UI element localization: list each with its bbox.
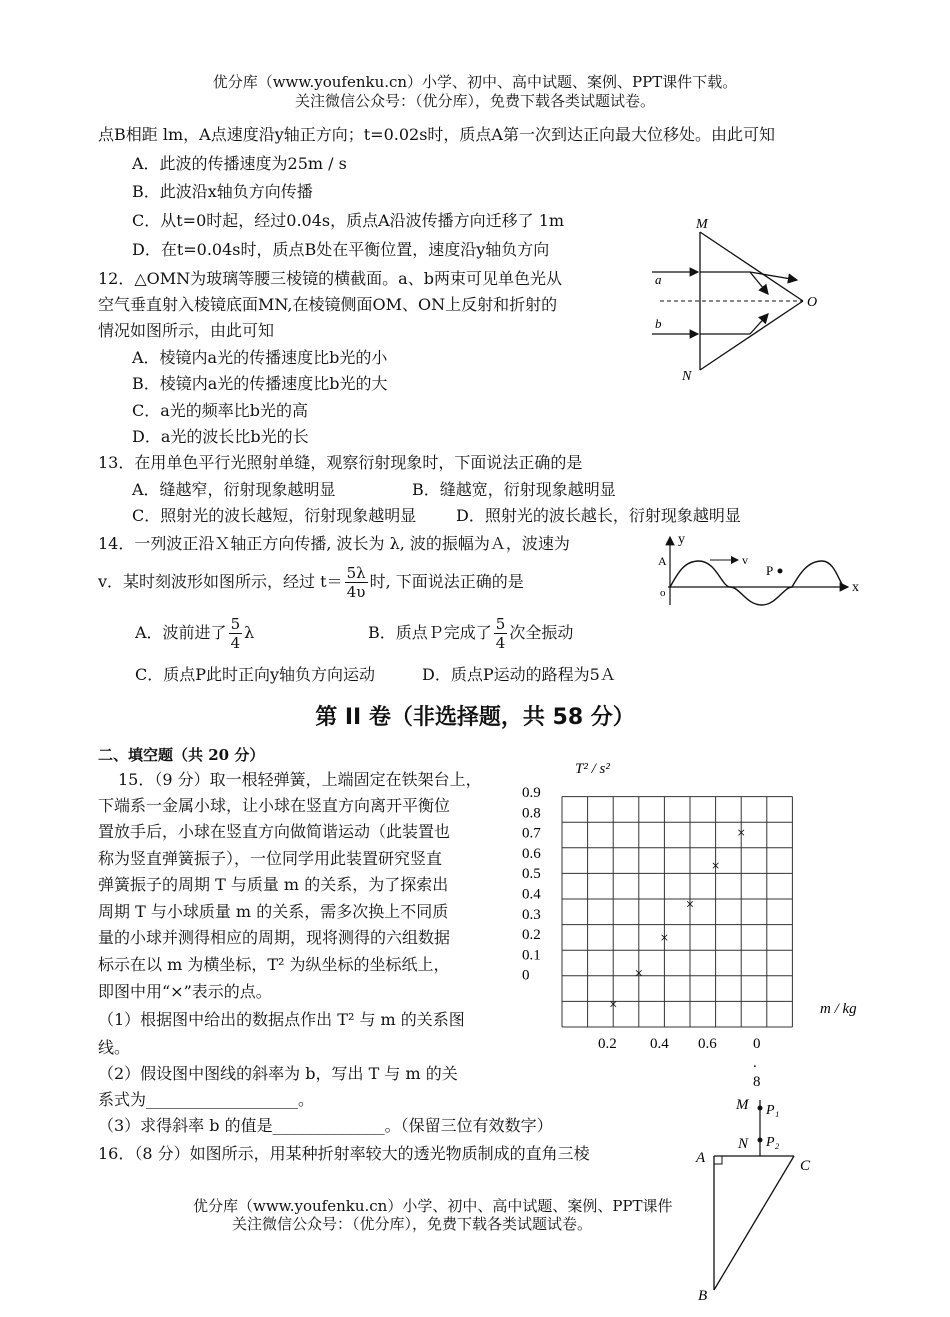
q15-line: 即图中用“×”表示的点。 [98,982,272,1001]
q15-line: 置放手后，小球在竖直方向做简谐运动（此装置也 [98,822,451,841]
q14-option-a [135,613,254,653]
q14-line1: 14．一列波正沿Ｘ轴正方向传播, 波长为 λ, 波的振幅为Ａ，波速为 [98,534,570,553]
y-tick-label: 0.8 [522,805,541,822]
q12-line1: 12．△OMN为玻璃等腰三棱镜的横截面。a、b两束可见单色光从 [98,269,562,288]
q14-opt-a-num: 5 [230,615,241,633]
prism2-label-p1: P₁ [766,1103,780,1118]
q14-option-d: D．质点P运动的路程为5Ａ [422,665,616,684]
header-line2: 关注微信公众号：（优分库），免费下载各类试题试卷。 [294,92,655,110]
y-tick-label: 0.4 [522,886,541,903]
q14-line2-post: 时, 下面说法正确的是 [369,572,524,591]
q15-line: 称为竖直弹簧振子），一位同学用此装置研究竖直 [98,849,443,868]
q14-opt-a-fraction [229,615,243,652]
data-point: × [685,897,695,914]
y-tick-label: 0.2 [522,927,541,944]
q14-opt-b-post: 次全振动 [509,623,574,642]
q14-opt-a-den: 4 [230,634,241,652]
q14-frac-num: 5λ [346,564,366,582]
q15-line: 周期 T 与小球质量 m 的关系，需多次换上不同质 [98,902,449,921]
q15-line: 量的小球并测得相应的周期，现将测得的六组数据 [98,928,451,947]
q15-line: （2）假设图中图线的斜率为 b，写出 T 与 m 的关 [98,1064,458,1083]
prism2-label-a: A [696,1150,706,1166]
y-tick-label: 0.6 [522,845,541,862]
t2-m-chart [510,755,870,1100]
q12-option-a: A．棱镜内a光的传播速度比b光的小 [132,348,388,367]
x-tick-label: . [753,1055,757,1071]
q14-option-c: C．质点P此时正向y轴负方向运动 [135,665,376,684]
footer-line1: 优分库（www.youfenku.cn）小学、初中、高中试题、案例、PPT课件 [193,1197,673,1215]
q15-line: 弹簧振子的周期 T 与质量 m 的关系，为了探索出 [98,875,449,894]
section2-title: 二、填空题（共 20 分） [98,746,265,764]
q14-line2 [98,563,524,601]
prism-label-a: a [655,272,662,287]
wave-label-origin: o [660,587,666,599]
q12-line2: 空气垂直射入棱镜底面MN,在棱镜侧面OM、ON上反射和折射的 [98,295,558,314]
y-tick-label: 0.5 [522,866,541,883]
q12-option-b: B．棱镜内a光的传播速度比b光的大 [132,374,388,393]
q11-option-d: D．在t=0.04s时，质点B处在平衡位置，速度沿y轴负方向 [132,240,550,259]
q12-option-c: C．a光的频率比b光的高 [132,401,309,420]
wave-label-p: P [766,563,774,578]
q14-opt-a-pre: A．波前进了 [135,623,227,642]
y-tick-label: 0 [522,967,530,984]
prism2-label-c: C [800,1158,811,1174]
prism2-label-m: M [736,1097,749,1113]
q15-line: 标示在以 m 为横坐标，T² 为纵坐标的坐标纸上， [98,955,450,974]
q11-intro: 点B相距 lm，A点速度沿y轴正方向；t=0.02s时，质点A第一次到达正向最大位移处。由此可知 [98,125,775,144]
q11-option-c: C．从t=0时起，经过0.04s，质点A沿波传播方向迁移了 1m [132,211,565,230]
q16-line: 16．（8 分）如图所示，用某种折射率较大的透光物质制成的直角三棱 [98,1144,590,1163]
q13-option-a: A．缝越窄，衍射现象越明显 [132,480,336,499]
prism2-label-n: N [738,1136,749,1152]
q13-option-c: C．照射光的波长越短，衍射现象越明显 [132,506,417,525]
q15-line: 下端系一金属小球，让小球在竖直方向离开平衡位 [98,796,451,815]
q14-opt-b-den: 4 [495,634,506,652]
data-point: × [634,966,644,983]
wave-label-y: y [678,532,685,547]
x-tick-label: 0.2 [598,1036,617,1052]
q12-line3: 情况如图所示，由此可知 [98,321,275,340]
q11-option-a: A．此波的传播速度为25m / s [132,154,347,173]
q14-option-b [368,613,573,653]
y-axis-title: T² / s² [575,761,610,777]
data-point: × [660,930,669,947]
q12-option-d: D．a光的波长比b光的长 [132,427,309,446]
y-tick-label: 0.9 [522,785,541,801]
wave-label-x: x [852,580,859,595]
footer-line2: 关注微信公众号：（优分库），免费下载各类试题试卷。 [232,1215,593,1233]
right-prism-figure [690,1090,820,1305]
q11-option-b: B．此波沿x轴负方向传播 [132,182,313,201]
data-point: × [711,858,720,875]
data-point: × [736,825,746,842]
prism-label-o: O [807,295,818,310]
q13-option-b: B．缝越宽，衍射现象越明显 [412,480,616,499]
wave-figure [650,533,865,613]
header-line1: 优分库（www.youfenku.cn）小学、初中、高中试题、案例、PPT课件下载。 [212,73,738,91]
q15-line: 线。 [98,1038,131,1057]
y-tick-label: 0.7 [522,825,541,842]
q15-line: 15．（9 分）取一根轻弹簧，上端固定在铁架台上， [118,770,482,789]
q13-line: 13．在用单色平行光照射单缝，观察衍射现象时，下面说法正确的是 [98,453,583,472]
prism-label-b: b [655,316,662,331]
q14-time-fraction [345,564,368,601]
q14-opt-b-pre: B．质点Ｐ完成了 [368,623,492,642]
x-tick-label: 0.4 [650,1036,669,1052]
prism2-label-p2: P₂ [766,1135,780,1150]
q14-frac-den: 4υ [346,583,366,601]
q15-line: （1）根据图中给出的数据点作出 T² 与 m 的关系图 [98,1010,465,1029]
prism-label-m: M [696,217,708,232]
x-tick-label: 0.6 [698,1036,717,1052]
y-tick-label: 0.1 [522,947,541,964]
q14-opt-b-num: 5 [495,615,506,633]
q15-line: 系式为___________________。 [98,1090,315,1109]
x-tick-label: 0 [753,1036,761,1052]
q13-option-d: D．照射光的波长越长，衍射现象越明显 [456,506,741,525]
x-tick-label: 8 [753,1074,761,1090]
x-axis-title: m / kg [820,1001,857,1017]
q14-opt-a-post: λ [244,623,255,642]
wave-label-amp: A [658,554,667,568]
wave-label-v: v [742,553,748,567]
q15-line: （3）求得斜率 b 的值是______________。（保留三位有效数字） [98,1116,553,1135]
y-tick-label: 0.3 [522,906,541,923]
q14-line2-pre: v．某时刻波形如图所示，经过 t＝ [98,572,343,591]
prism2-label-b: B [698,1288,708,1304]
wave-curve [670,561,845,605]
prism-label-n: N [682,369,692,384]
q14-opt-b-fraction [494,615,508,652]
part2-title: 第 II 卷（非选择题，共 58 分） [315,705,635,730]
data-point: × [608,996,618,1013]
prism-figure [640,210,830,385]
